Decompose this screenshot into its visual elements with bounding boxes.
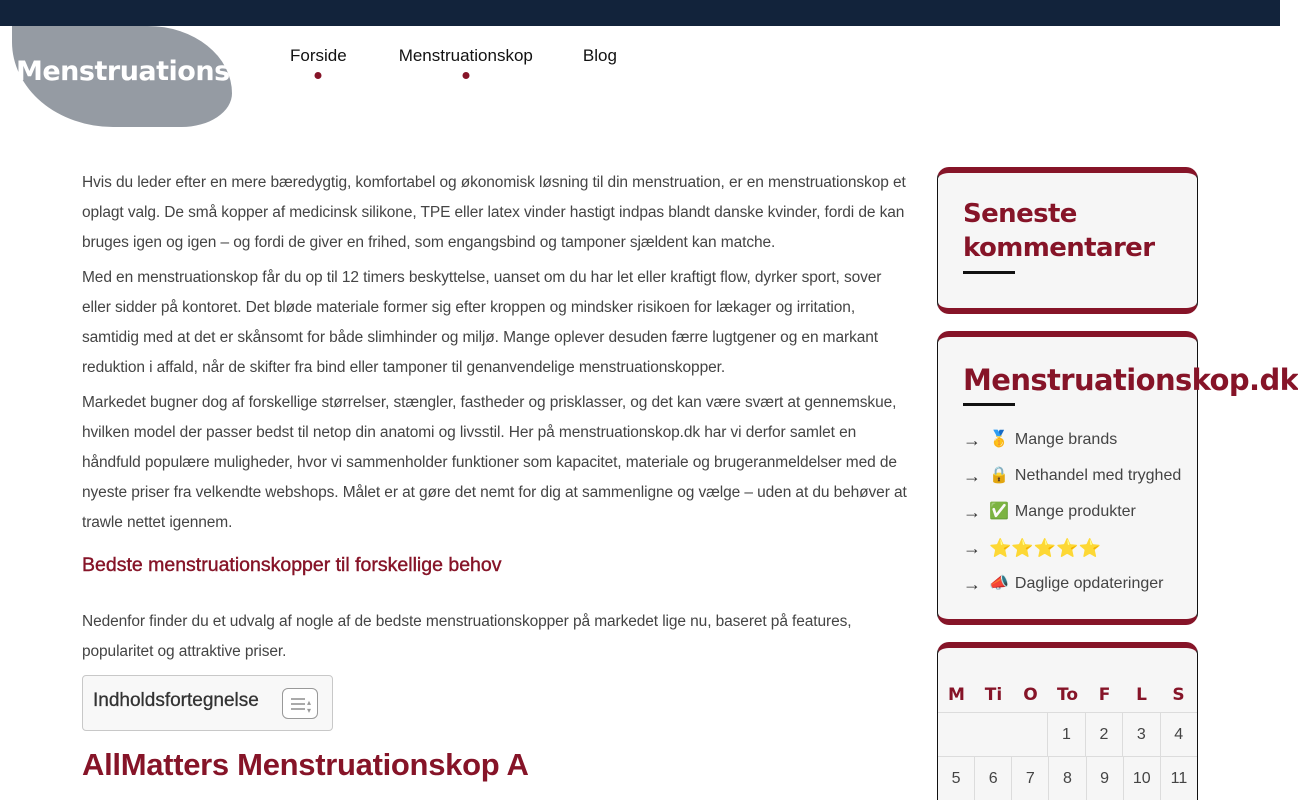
active-dot-icon [462, 72, 469, 79]
weekday-label: To [1056, 685, 1079, 705]
weekday-label: O [1023, 685, 1038, 705]
arrow-right-icon: → [963, 574, 981, 594]
list-item-text: Daglige opdateringer [1014, 575, 1164, 592]
nav-item-forside[interactable] [290, 46, 347, 66]
toc-title: Indholdsfortegnelse [93, 690, 259, 711]
five-stars-icon: ⭐⭐⭐⭐⭐ [989, 538, 1102, 558]
intro-paragraph-3: Markedet bugner dog af forskellige størrelser, stængler, fastheder og prisklasser, og det kan være svært at gennemskue, hvilken model der passer bedst til netop din anatomi og livsstil. Her på menstruationskop.dk har vi derfor samlet en håndfuld populære muligheder, hvor vi sammenholder funktioner som kapacitet, materiale og brugeranmeldelser med de nyeste priser fra velkendte webshops. Målet er at gøre det nemt for dig at sammenligne og vælge – uden at du behøver at trawle nettet igennem. [82, 394, 907, 531]
site-info-widget [937, 331, 1298, 625]
list-item [963, 566, 1197, 602]
nav-item-menstruationskop[interactable] [399, 46, 533, 66]
site-logo[interactable] [12, 26, 284, 127]
list-icon [291, 698, 305, 713]
nav-label: Forside [290, 46, 347, 65]
widget-title: Seneste kommentarer [963, 199, 1155, 263]
calendar-day-empty [974, 713, 1010, 756]
logo-text: Menstruationskop [16, 56, 284, 87]
main-nav [290, 46, 617, 66]
calendar-week [938, 712, 1197, 756]
title-underline [963, 271, 1015, 274]
calendar-day: 4 [1160, 713, 1197, 756]
toc-toggle-button[interactable] [282, 688, 318, 719]
nav-label: Menstruationskop [398, 46, 533, 65]
calendar-day: 9 [1086, 757, 1123, 800]
calendar-widget [937, 642, 1198, 800]
top-bar [0, 0, 1280, 26]
widget-title: Menstruationskop.dk [963, 363, 1298, 397]
arrow-right-icon: → [963, 430, 981, 450]
active-dot-icon [315, 72, 322, 79]
recent-comments-widget [937, 167, 1198, 314]
calendar-day: 6 [974, 757, 1011, 800]
feature-list [963, 422, 1197, 602]
weekday-label: Ti [984, 685, 1003, 705]
list-item [963, 458, 1197, 494]
main-content [82, 168, 914, 783]
arrow-right-icon: → [963, 538, 981, 558]
calendar-day: 10 [1123, 757, 1160, 800]
list-item [963, 530, 1197, 566]
nav-item-blog[interactable] [583, 46, 617, 66]
intro-paragraph-2: Med en menstruationskop får du op til 12 timers beskyttelse, uanset om du har let eller kraftigt flow, dyrker sport, sover eller sidder på kontoret. Det bløde materiale former sig efter kroppen og mindsker risikoen for lækager og irritation, samtidig med at det er skånsomt for både slimhinder og miljø. Mange oplever desuden færre lugtgener og en markant reduktion i affald, når de skifter fra bind eller tamponer til genanvendelige menstruationskopper. [82, 269, 882, 376]
table-of-contents [82, 675, 333, 731]
arrow-right-icon: → [963, 466, 981, 486]
section-heading: Bedste menstruationskopper til forskellige behov [82, 554, 502, 576]
lock-icon: 🔒 [989, 467, 1009, 484]
weekday-label: F [1098, 685, 1111, 705]
calendar-day: 8 [1048, 757, 1085, 800]
megaphone-icon: 📣 [989, 575, 1009, 592]
calendar-day: 5 [951, 770, 961, 787]
calendar-day-empty [938, 713, 974, 756]
section-intro: Nedenfor finder du et udvalg af nogle af de bedste menstruationskopper på markedet lige nu, baseret på features, popularitet og attraktive priser. [82, 613, 852, 660]
sort-arrows-icon: ▴ ▾ [306, 698, 311, 715]
medal-icon: 🥇 [989, 431, 1009, 448]
list-item-text: Mange produkter [1014, 503, 1136, 520]
calendar-day: 3 [1122, 713, 1159, 756]
weekday-label: L [1136, 685, 1147, 705]
weekday-label: S [1172, 685, 1185, 705]
product-heading: AllMatters Menstruationskop A [82, 747, 529, 782]
calendar-day-empty [1011, 713, 1047, 756]
calendar-day: 2 [1085, 713, 1122, 756]
list-item-text: Mange brands [1014, 431, 1118, 448]
nav-label: Blog [582, 46, 617, 65]
weekday-label: M [948, 685, 965, 705]
calendar-week [938, 756, 1197, 800]
arrow-right-icon: → [963, 502, 981, 522]
title-underline [963, 403, 1015, 406]
intro-paragraph-1: Hvis du leder efter en mere bæredygtig, komfortabel og økonomisk løsning til din menstruation, er en menstruationskop et oplagt valg. De små kopper af medicinsk silikone, TPE eller latex vinder hastigt indpas blandt danske kvinder, fordi de kan bruges igen og igen – og fordi de giver en frihed, som engangsbind og tamponer sjældent kan matche. [82, 174, 906, 251]
calendar-weekdays [938, 678, 1197, 712]
calendar-day: 7 [1011, 757, 1048, 800]
list-item [963, 494, 1197, 530]
calendar-day: 11 [1160, 757, 1197, 800]
list-item [963, 422, 1197, 458]
check-mark-icon: ✅ [989, 503, 1009, 520]
list-item-text: Nethandel med tryghed [1014, 467, 1182, 484]
calendar-day: 1 [1047, 713, 1084, 756]
